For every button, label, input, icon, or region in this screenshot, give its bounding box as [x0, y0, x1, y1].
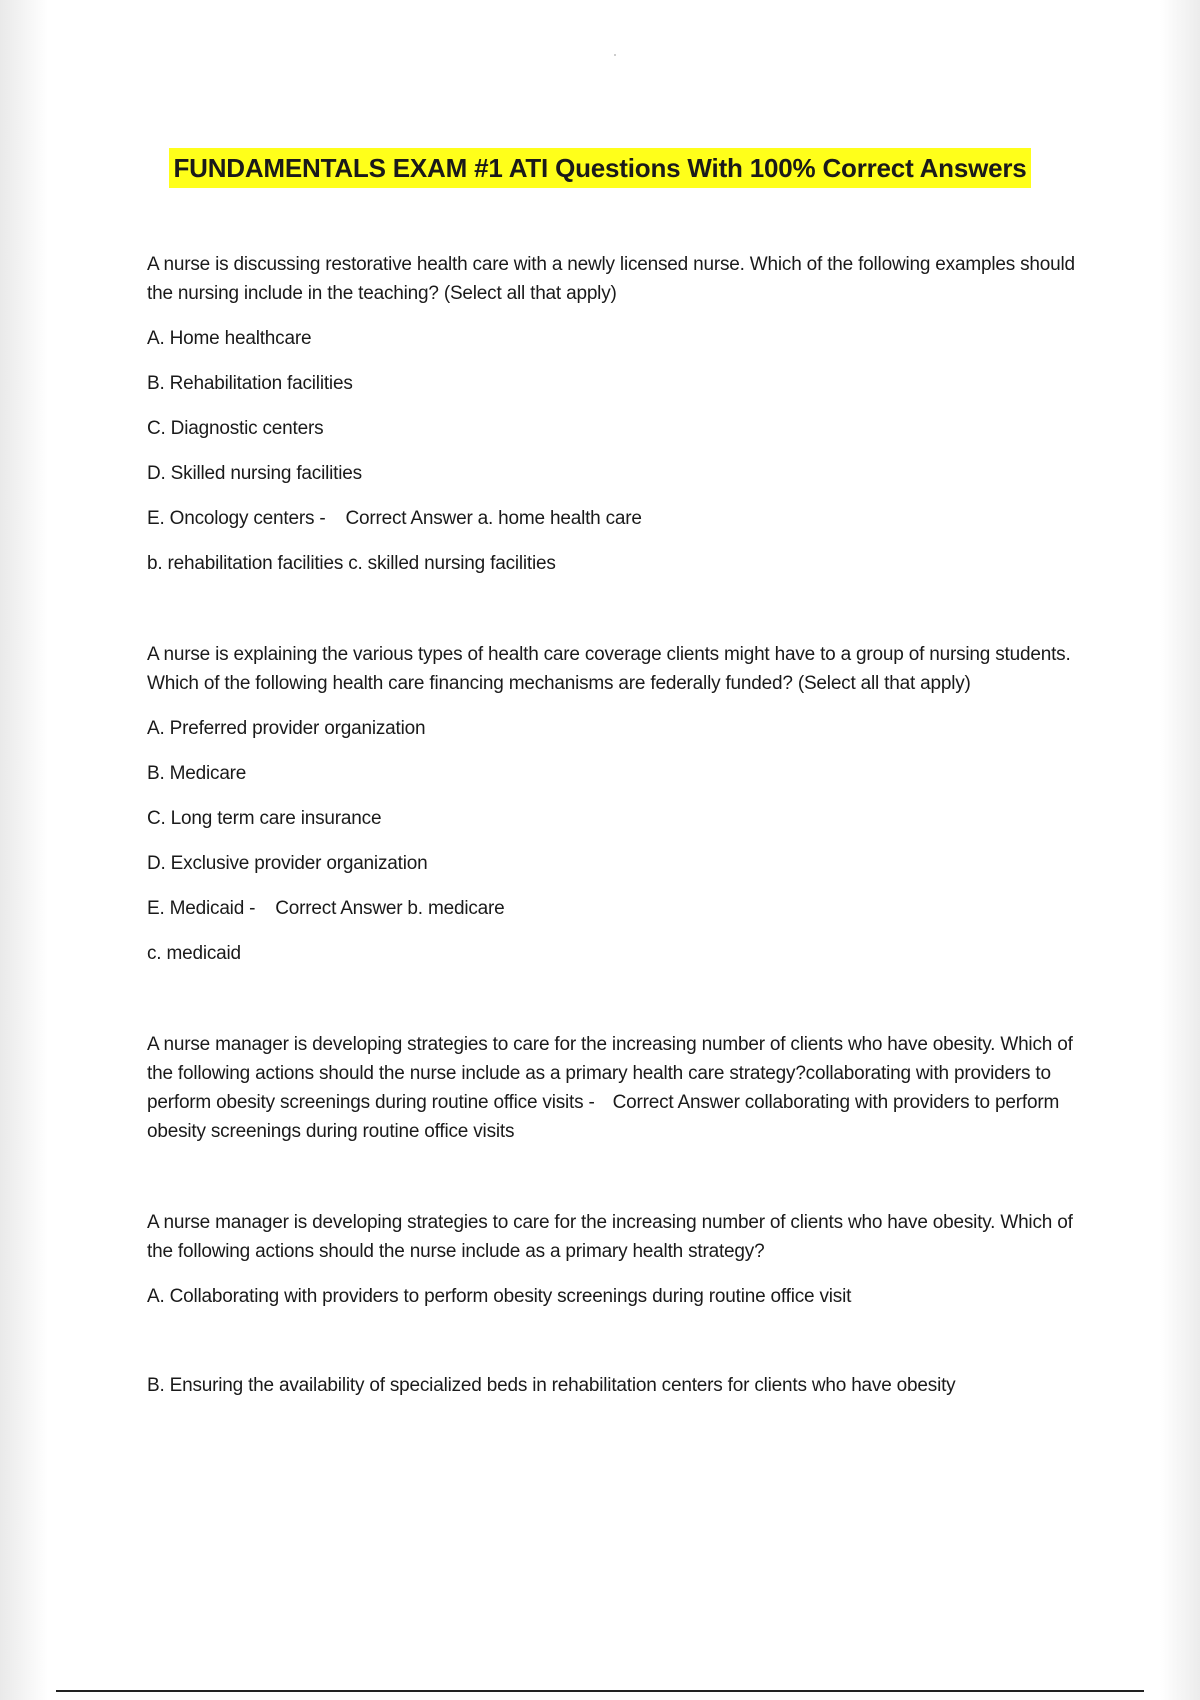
q2-option-a: A. Preferred provider organization — [147, 718, 426, 739]
q1-option-e-line — [147, 504, 1087, 533]
question-block-2 — [147, 640, 1087, 968]
q3-question: A nurse manager is developing strategies to care for the increasing number of clients who have obesity. Which of the following actions should the nurse include as a primary health care strategy?collaborating with providers to perform obesity screenings during routine office visits - — [147, 1034, 1073, 1113]
q2-option-e-line — [147, 894, 1087, 923]
q2-answer-continued: c. medicaid — [147, 943, 241, 964]
q4-option-a: A. Collaborating with providers to perform obesity screenings during routine office visit — [147, 1286, 852, 1307]
q1-option-b: B. Rehabilitation facilities — [147, 373, 353, 394]
scan-speck — [614, 54, 616, 56]
page-shadow-left — [0, 0, 48, 1700]
question-text-1: A nurse is discussing restorative health care with a newly licensed nurse. Which of the following examples should the nursing include in the teaching? (Select all that apply) — [147, 254, 1075, 304]
q2-option-b: B. Medicare — [147, 763, 247, 784]
q1-option-c: C. Diagnostic centers — [147, 418, 324, 439]
title-container — [0, 148, 1200, 188]
q1-option-e: E. Oncology centers - — [147, 508, 326, 529]
q1-option-a: A. Home healthcare — [147, 328, 312, 349]
document-title: FUNDAMENTALS EXAM #1 ATI Questions With 100% Correct Answers — [169, 148, 1030, 188]
question-text-2: A nurse is explaining the various types of health care coverage clients might have to a group of nursing students. Which of the following health care financing mechanisms are federally funded? (Select all that apply) — [147, 644, 1071, 694]
question-block-3 — [147, 1030, 1087, 1146]
document-body — [147, 250, 1087, 1462]
q2-option-d: D. Exclusive provider organization — [147, 853, 428, 874]
question-block-1 — [147, 250, 1087, 578]
q3-correct-answer: Correct Answer collaborating with providers to perform obesity screenings during routine office visits — [147, 1092, 1060, 1142]
question-text-3 — [147, 1030, 1087, 1146]
q2-option-e: E. Medicaid - — [147, 898, 256, 919]
q1-option-d: D. Skilled nursing facilities — [147, 463, 362, 484]
question-block-4 — [147, 1208, 1087, 1400]
page-shadow-right — [1160, 0, 1200, 1700]
q2-correct-answer: Correct Answer b. medicare — [275, 898, 505, 919]
q4-option-b: B. Ensuring the availability of specialized beds in rehabilitation centers for clients who have obesity — [147, 1375, 956, 1396]
question-text-4: A nurse manager is developing strategies to care for the increasing number of clients who have obesity. Which of the following actions should the nurse include as a primary health strategy? — [147, 1212, 1073, 1262]
q2-option-c: C. Long term care insurance — [147, 808, 382, 829]
page-bottom-rule — [56, 1690, 1144, 1692]
q1-correct-answer: Correct Answer a. home health care — [345, 508, 642, 529]
q1-answer-continued: b. rehabilitation facilities c. skilled nursing facilities — [147, 553, 556, 574]
